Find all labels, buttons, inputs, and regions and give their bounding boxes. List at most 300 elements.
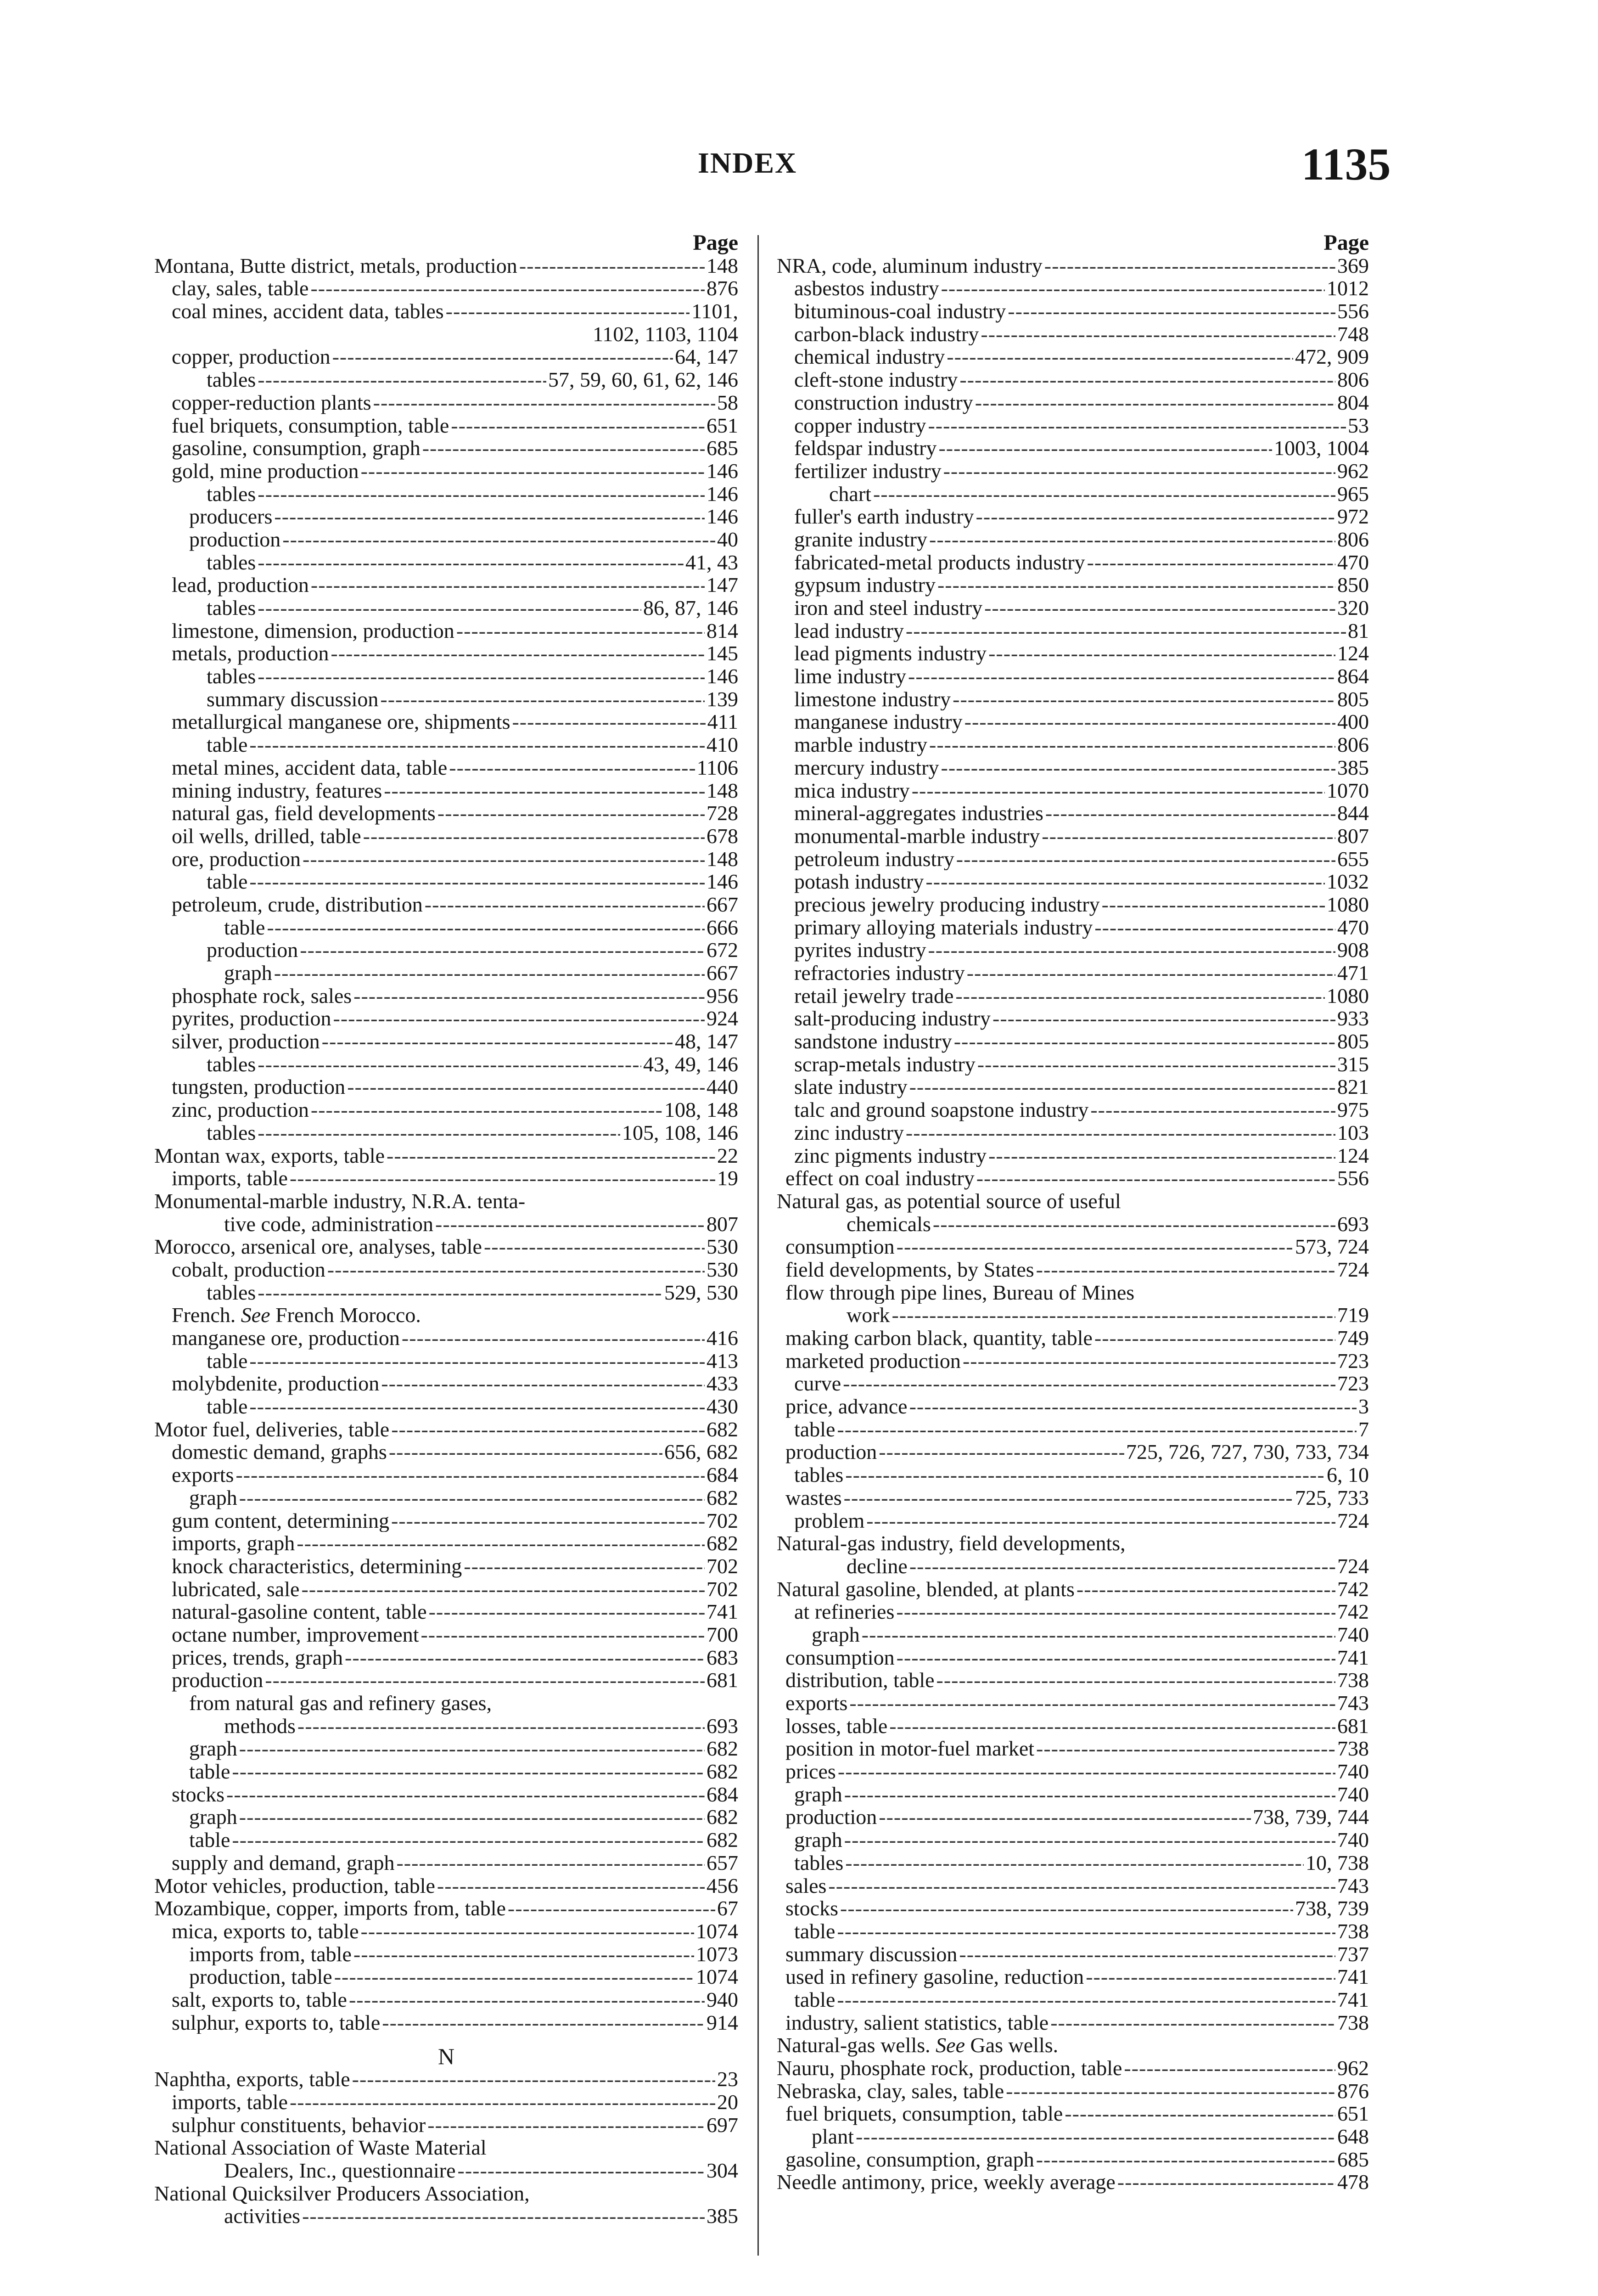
index-entry xyxy=(154,642,738,665)
index-entry xyxy=(777,2080,1369,2103)
dot-leader xyxy=(843,1372,1335,1395)
see-reference-target: Gas wells. xyxy=(965,2034,1059,2057)
dot-leader xyxy=(512,710,705,733)
page-reference: 456 xyxy=(706,1874,738,1897)
page-reference: 702 xyxy=(706,1577,738,1601)
index-entry xyxy=(777,1988,1369,2011)
index-entry xyxy=(154,1920,738,1943)
dot-leader xyxy=(954,1030,1335,1053)
index-entry xyxy=(154,1167,738,1190)
page-reference: 876 xyxy=(1337,2079,1369,2103)
index-term-text: tables xyxy=(207,368,256,391)
index-term-text: refractories industry xyxy=(794,962,965,985)
dot-leader xyxy=(928,939,1335,962)
index-term-text: table xyxy=(207,733,248,756)
dot-leader xyxy=(976,1167,1335,1190)
index-term-text: tables xyxy=(207,1052,256,1076)
index-term xyxy=(172,1600,427,1623)
column-divider xyxy=(757,235,759,2256)
dot-leader xyxy=(849,1692,1335,1715)
index-entry xyxy=(777,1281,1369,1304)
dot-leader xyxy=(897,1235,1293,1258)
index-term xyxy=(794,1509,864,1532)
index-term xyxy=(794,1829,842,1851)
page-reference: 682 xyxy=(706,1806,738,1829)
index-term-text: molybdenite, production xyxy=(172,1372,380,1396)
dot-leader xyxy=(933,1213,1335,1236)
index-term-text: fuller's earth industry xyxy=(794,505,974,528)
page-reference: 22 xyxy=(717,1144,738,1167)
index-entry xyxy=(777,733,1369,756)
index-term xyxy=(794,1600,894,1623)
dot-leader xyxy=(912,779,1325,802)
index-term xyxy=(794,1372,841,1395)
index-term xyxy=(172,1463,234,1486)
dot-leader xyxy=(967,962,1335,985)
dot-leader xyxy=(929,733,1335,756)
dot-leader xyxy=(464,1555,705,1578)
page-reference: 416 xyxy=(706,1327,738,1350)
dot-leader xyxy=(947,345,1293,368)
index-term-text: petroleum industry xyxy=(794,847,954,871)
page-reference: 655 xyxy=(1337,847,1369,871)
index-term-text: tive code, administration xyxy=(224,1212,434,1236)
dot-leader xyxy=(928,414,1346,437)
index-entry xyxy=(154,1098,738,1121)
dot-leader xyxy=(352,2068,715,2091)
dot-leader xyxy=(258,551,684,574)
index-entry xyxy=(154,1874,738,1897)
index-entry xyxy=(154,2091,738,2114)
page-reference: 728 xyxy=(706,802,738,825)
dot-leader xyxy=(297,1532,705,1555)
dot-leader xyxy=(929,528,1335,551)
index-term xyxy=(785,2011,1049,2034)
index-entry xyxy=(777,1874,1369,1897)
index-entry xyxy=(154,962,738,985)
index-term-text: tables xyxy=(794,1463,844,1486)
index-term xyxy=(794,1098,1088,1121)
index-entry xyxy=(777,1463,1369,1486)
index-entry xyxy=(154,1030,738,1053)
index-term xyxy=(172,1555,462,1578)
index-term-text: octane number, improvement xyxy=(172,1623,419,1646)
index-term xyxy=(172,437,421,460)
index-term xyxy=(172,1327,400,1350)
index-term-text: graph xyxy=(794,1783,842,1806)
index-term xyxy=(785,1965,1084,1988)
dot-leader xyxy=(844,1486,1293,1509)
index-term-text: price, advance xyxy=(785,1395,908,1418)
index-term xyxy=(794,391,973,414)
page-reference: 804 xyxy=(1337,391,1369,414)
page-reference: 682 xyxy=(706,1418,738,1441)
dot-leader xyxy=(391,1418,705,1441)
page-reference: 146 xyxy=(706,505,738,528)
index-entry xyxy=(154,1829,738,1851)
index-entry xyxy=(154,345,738,368)
dot-leader xyxy=(862,1623,1335,1646)
index-term-text: tables xyxy=(207,1121,256,1144)
index-term-text: lead, production xyxy=(172,574,309,597)
dot-leader xyxy=(925,870,1325,893)
dot-leader xyxy=(1077,1578,1335,1601)
index-term-text: stocks xyxy=(172,1783,224,1806)
index-entry xyxy=(777,2171,1369,2194)
page-reference: 667 xyxy=(706,962,738,985)
page-reference: 410 xyxy=(706,733,738,756)
page-reference: 1073 xyxy=(696,1942,738,1966)
index-term xyxy=(189,1943,352,1966)
page-reference: 124 xyxy=(1337,642,1369,665)
index-term xyxy=(794,1121,904,1144)
index-term-text: sulphur, exports to, table xyxy=(172,2011,381,2034)
index-entry xyxy=(154,1715,738,1738)
index-entry xyxy=(154,1350,738,1373)
index-term-text: cleft-stone industry xyxy=(794,368,958,391)
index-term-text: table xyxy=(189,1760,230,1783)
index-term xyxy=(154,1418,389,1441)
index-term-text: limestone industry xyxy=(794,687,951,711)
index-entry xyxy=(154,848,738,871)
index-term xyxy=(172,1920,359,1943)
page-reference: 702 xyxy=(706,1509,738,1532)
index-entry xyxy=(154,1783,738,1806)
page-reference: 41, 43 xyxy=(685,551,738,574)
page-reference: 478 xyxy=(1337,2171,1369,2194)
index-entry xyxy=(154,391,738,414)
page-reference: 914 xyxy=(706,2011,738,2034)
page-reference: 743 xyxy=(1337,1874,1369,1897)
page-reference: 648 xyxy=(1337,2125,1369,2148)
index-term-text: table xyxy=(794,1919,835,1943)
index-entry xyxy=(777,1715,1369,1738)
index-term xyxy=(207,1053,256,1076)
index-term-text: metals, production xyxy=(172,642,329,665)
index-term xyxy=(172,1258,325,1281)
index-term-text: used in refinery gasoline, reduction xyxy=(785,1965,1084,1988)
index-term xyxy=(794,985,953,1007)
dot-leader xyxy=(992,1007,1335,1030)
dot-leader xyxy=(856,2125,1335,2148)
index-term xyxy=(172,802,436,825)
index-term-text: copper, production xyxy=(172,345,331,369)
index-entry xyxy=(777,893,1369,916)
index-term-text: consumption xyxy=(785,1235,895,1258)
index-term xyxy=(785,1669,935,1692)
index-term xyxy=(172,1441,387,1463)
page-reference: 683 xyxy=(706,1646,738,1669)
dot-leader xyxy=(384,779,705,802)
index-term-text: imports from, table xyxy=(189,1942,352,1966)
dot-leader xyxy=(963,1350,1335,1373)
index-entry xyxy=(777,1075,1369,1098)
running-head: INDEX xyxy=(698,146,797,179)
index-term xyxy=(172,414,449,437)
index-term-text: flow through pipe lines, Bureau of Mines xyxy=(785,1281,1135,1304)
index-entry xyxy=(154,1509,738,1532)
index-term-text: asbestos industry xyxy=(794,277,939,300)
page-reference: 472, 909 xyxy=(1295,345,1369,369)
index-term-text: Needle antimony, price, weekly average xyxy=(777,2171,1116,2194)
index-term xyxy=(172,574,309,597)
index-entry xyxy=(154,1441,738,1463)
page-reference: 723 xyxy=(1337,1372,1369,1396)
dot-leader xyxy=(897,1646,1335,1669)
page-reference: 146 xyxy=(706,870,738,893)
page-reference: 684 xyxy=(706,1783,738,1806)
page-reference: 440 xyxy=(706,1075,738,1099)
index-entry xyxy=(777,1646,1369,1669)
index-entry xyxy=(777,1760,1369,1783)
index-term-text: chemical industry xyxy=(794,345,945,369)
index-term-text: pyrites industry xyxy=(794,939,926,962)
index-term-text: graph xyxy=(189,1486,237,1509)
index-term xyxy=(172,1646,343,1669)
dot-leader xyxy=(297,1715,705,1738)
index-term-text: tables xyxy=(207,482,256,506)
dot-leader xyxy=(988,642,1335,665)
index-term-text: natural-gasoline content, table xyxy=(172,1600,427,1623)
index-entry xyxy=(777,1897,1369,1920)
index-entry xyxy=(777,1418,1369,1441)
index-term-text: gasoline, consumption, graph xyxy=(785,2148,1034,2171)
index-term xyxy=(794,619,904,642)
index-term-text: National Quicksilver Producers Association, xyxy=(154,2182,530,2205)
index-term xyxy=(794,825,1040,848)
index-term-text: sandstone industry xyxy=(794,1030,952,1053)
dot-leader xyxy=(1087,551,1335,574)
index-term xyxy=(172,2091,288,2114)
index-term xyxy=(172,1167,288,1190)
index-term-text: carbon-black industry xyxy=(794,322,979,346)
index-entry xyxy=(154,1578,738,1601)
index-term xyxy=(172,1075,345,1098)
dot-leader xyxy=(310,277,705,300)
index-term xyxy=(794,505,974,528)
index-term-text: slate industry xyxy=(794,1075,908,1099)
dot-leader xyxy=(380,688,705,711)
index-term-text: mica industry xyxy=(794,779,910,802)
page-reference: 3 xyxy=(1358,1395,1369,1418)
index-term xyxy=(785,1281,1134,1304)
index-term-text: domestic demand, graphs xyxy=(172,1441,387,1464)
dot-leader xyxy=(988,1144,1335,1167)
page-reference: 806 xyxy=(1337,528,1369,551)
dot-leader xyxy=(976,505,1335,528)
dot-leader xyxy=(975,391,1335,414)
page-reference: 741 xyxy=(1337,1965,1369,1988)
page-reference: 741 xyxy=(1337,1646,1369,1669)
dot-leader xyxy=(1036,1258,1335,1281)
page-reference: 806 xyxy=(1337,368,1369,391)
page-reference: 1080 xyxy=(1327,893,1369,916)
index-term xyxy=(785,1327,1093,1350)
index-term xyxy=(785,2102,1063,2125)
dot-leader xyxy=(456,619,705,642)
page-reference: 411 xyxy=(707,710,738,734)
index-term-text: field developments, by States xyxy=(785,1258,1034,1281)
page-reference: 724 xyxy=(1337,1554,1369,1578)
page-reference: 1032 xyxy=(1327,870,1369,893)
page-reference: 682 xyxy=(706,1486,738,1509)
see-reference-target: French Morocco. xyxy=(270,1304,421,1327)
page-reference: 965 xyxy=(1337,482,1369,506)
index-term-text: Morocco, arsenical ore, analyses, table xyxy=(154,1235,482,1258)
index-term xyxy=(794,437,936,460)
index-term xyxy=(794,710,963,733)
page-reference: 741 xyxy=(706,1600,738,1623)
index-term xyxy=(794,323,979,346)
index-entry xyxy=(777,1350,1369,1373)
dot-leader xyxy=(302,2205,705,2228)
dot-leader xyxy=(226,1783,705,1806)
page-column-header-label: Page xyxy=(1323,231,1369,254)
page-reference: 530 xyxy=(706,1235,738,1258)
dot-leader xyxy=(361,460,705,483)
index-term-text: exports xyxy=(785,1692,848,1715)
index-entry xyxy=(777,688,1369,711)
dot-leader xyxy=(422,437,705,460)
index-term xyxy=(172,1783,224,1806)
index-entry xyxy=(777,1943,1369,1966)
index-entry xyxy=(154,528,738,551)
index-term xyxy=(224,2205,300,2228)
index-term-text: cobalt, production xyxy=(172,1258,325,1281)
dot-leader xyxy=(435,1213,705,1236)
page-reference: 23 xyxy=(717,2068,738,2091)
index-term xyxy=(777,2171,1116,2194)
dot-leader xyxy=(845,1463,1325,1486)
page-reference: 844 xyxy=(1337,802,1369,825)
index-term xyxy=(172,277,308,300)
index-term-text: gold, mine production xyxy=(172,459,359,483)
index-term-text: distribution, table xyxy=(785,1669,935,1692)
index-term xyxy=(794,688,951,711)
dot-leader xyxy=(373,391,715,414)
page-reference: 933 xyxy=(1337,1007,1369,1030)
index-entry xyxy=(777,1600,1369,1623)
index-term-text: tables xyxy=(207,1281,256,1304)
index-entry xyxy=(154,414,738,437)
index-term-text: gypsum industry xyxy=(794,574,936,597)
page-reference: 105, 108, 146 xyxy=(622,1121,738,1144)
index-term xyxy=(794,779,910,802)
index-term-text: phosphate rock, sales xyxy=(172,984,352,1007)
page-reference: 430 xyxy=(706,1395,738,1418)
dot-leader xyxy=(936,1669,1335,1692)
dot-leader xyxy=(828,1874,1335,1897)
page-column-header-label: Page xyxy=(693,231,738,254)
index-term xyxy=(172,300,444,323)
index-term xyxy=(172,1851,394,1874)
dot-leader xyxy=(239,1737,705,1760)
index-term-text: monumental-marble industry xyxy=(794,824,1040,848)
index-term xyxy=(794,368,958,391)
section-letter xyxy=(154,2034,738,2068)
dot-leader xyxy=(879,1806,1251,1829)
dot-leader xyxy=(332,345,673,368)
page-reference: 956 xyxy=(706,984,738,1007)
index-entry xyxy=(777,848,1369,871)
index-term-text: mica, exports to, table xyxy=(172,1919,359,1943)
index-entry xyxy=(777,870,1369,893)
page-reference: 682 xyxy=(706,1760,738,1783)
index-term-text: talc and ground soapstone industry xyxy=(794,1098,1089,1121)
see-reference-label: See xyxy=(241,1304,270,1327)
page-reference: 385 xyxy=(706,2205,738,2228)
dot-leader xyxy=(458,2159,705,2182)
index-term xyxy=(207,551,256,574)
index-term-text: knock characteristics, determining xyxy=(172,1554,462,1578)
index-term-text: chart xyxy=(829,482,871,506)
dot-leader xyxy=(249,733,705,756)
index-entry xyxy=(777,2125,1369,2148)
dot-leader xyxy=(311,1098,662,1121)
index-term xyxy=(172,1098,309,1121)
index-entry xyxy=(777,642,1369,665)
index-term xyxy=(189,528,280,551)
page-reference: 64, 147 xyxy=(675,345,738,369)
index-entry xyxy=(154,1532,738,1555)
index-entry xyxy=(777,665,1369,688)
index-term-text: natural gas, field developments xyxy=(172,802,436,825)
index-entry xyxy=(777,483,1369,506)
dot-leader xyxy=(977,1053,1335,1076)
index-term xyxy=(785,1760,836,1783)
index-term xyxy=(785,1646,895,1669)
index-term xyxy=(794,345,945,368)
index-term xyxy=(224,1213,433,1236)
index-term-text: Nauru, phosphate rock, production, table xyxy=(777,2057,1122,2080)
dot-leader xyxy=(1036,1737,1335,1760)
page-reference: 740 xyxy=(1337,1829,1369,1851)
index-term-text: decline xyxy=(847,1554,908,1578)
index-entry xyxy=(777,597,1369,619)
index-term-text: making carbon black, quantity, table xyxy=(785,1327,1093,1350)
index-term-text: Natural-gas industry, field developments, xyxy=(777,1532,1126,1555)
dot-leader xyxy=(892,1304,1335,1327)
index-entry xyxy=(777,2102,1369,2125)
index-term xyxy=(794,1007,991,1030)
index-entry xyxy=(154,1851,738,1874)
index-entry xyxy=(154,1463,738,1486)
dot-leader xyxy=(425,893,705,916)
page-reference: 315 xyxy=(1337,1052,1369,1076)
index-entry xyxy=(154,1121,738,1144)
index-term-text: gasoline, consumption, graph xyxy=(172,437,421,460)
index-term xyxy=(189,1806,237,1829)
index-entry xyxy=(777,802,1369,825)
index-term-text: table xyxy=(207,1395,248,1418)
index-term xyxy=(172,1669,263,1692)
dot-leader xyxy=(235,1463,705,1486)
dot-leader xyxy=(258,665,705,688)
page-reference: 43, 49, 146 xyxy=(643,1052,738,1076)
index-term xyxy=(189,1965,332,1988)
index-entry xyxy=(777,1486,1369,1509)
index-entry xyxy=(154,1395,738,1418)
dot-leader xyxy=(844,1783,1335,1806)
index-term xyxy=(172,848,301,871)
dot-leader xyxy=(446,300,690,323)
page-reference: 876 xyxy=(706,277,738,300)
index-term-text: consumption xyxy=(785,1646,895,1669)
index-term-text: losses, table xyxy=(785,1714,888,1738)
dot-leader xyxy=(1094,1327,1335,1350)
index-term xyxy=(794,893,1100,916)
index-entry xyxy=(154,460,738,483)
